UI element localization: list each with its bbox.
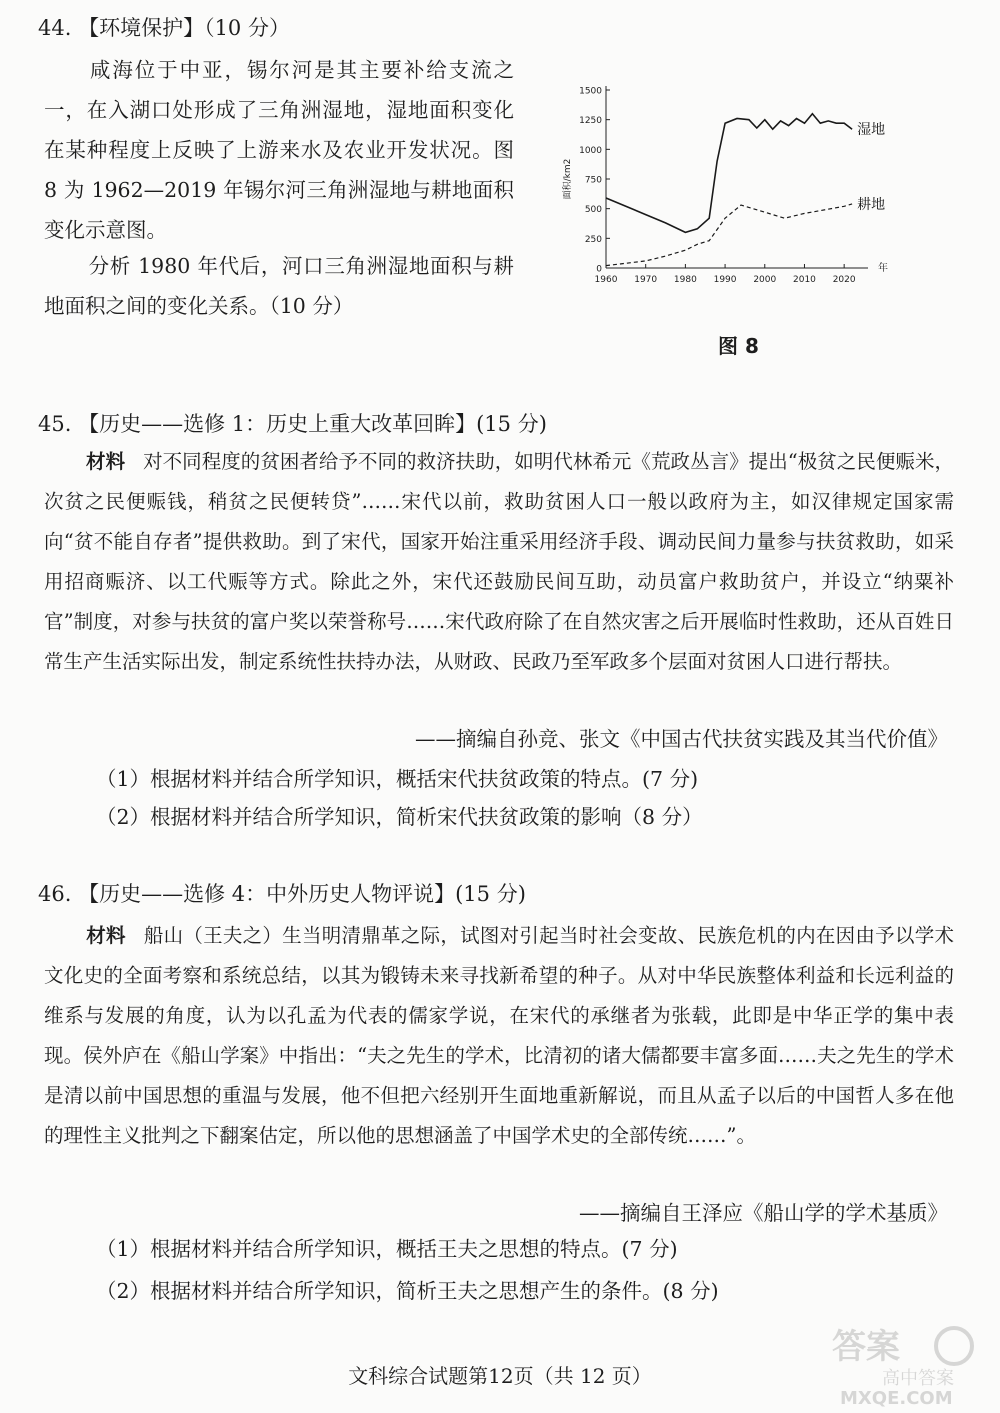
svg-text:答案: 答案	[832, 1327, 900, 1367]
x-tick-label: 2000	[753, 275, 777, 285]
x-tick-label: 1980	[673, 275, 697, 285]
q45-subquestion-2: （2）根据材料并结合所学知识，简析宋代扶贫政策的影响（8 分）	[96, 805, 703, 829]
x-tick-label: 1970	[634, 275, 658, 285]
q46-subquestion-2: （2）根据材料并结合所学知识，简析王夫之思想产生的条件。(8 分)	[96, 1279, 719, 1303]
y-tick-label: 1000	[579, 145, 602, 156]
q46-material	[44, 916, 954, 1156]
page-footer: 文科综合试题第12页（共 12 页）	[348, 1364, 652, 1388]
q44-paragraph-1	[44, 50, 514, 250]
q45-material-label: 材料	[86, 450, 126, 473]
q44-paragraph-2	[44, 246, 514, 326]
series-label: 湿地	[857, 122, 886, 139]
y-tick-label: 500	[584, 205, 602, 216]
q46-subquestion-1: （1）根据材料并结合所学知识，概括王夫之思想的特点。(7 分)	[96, 1237, 678, 1261]
q44-heading: 44. 【环境保护】（10 分）	[38, 16, 290, 40]
q45-material-text: 对不同程度的贫困者给予不同的救济扶助，如明代林希元《荒政丛言》提出“极贫之民便赈米，次贫之民便赈钱，稍贫之民便转贷”……宋代以前，救助贫困人口一般以政府为主，如汉律规定国家需向“贫不能自存者”提供救助。到了宋代，国家开始注重采用经济手段、调动民间力量参与扶贫救助，如采用招商赈济、以工代赈等方式。除此之外，宋代还鼓励民间互助，动员富户救助贫户，并设立“纳粟补官”制度，对参与扶贫的富户奖以荣誉称号……宋代政府除了在自然灾害之后开展临时性救助，还从百姓日常生产生活实际出发，制定系统性扶持办法，从财政、民政乃至军政多个层面对贫困人口进行帮扶。	[44, 450, 954, 673]
svg-text:高中答案: 高中答案	[882, 1368, 954, 1389]
q45-material	[44, 442, 954, 682]
x-tick-label: 2020	[832, 275, 856, 285]
q44-paragraph-1-text: 咸海位于中亚，锡尔河是其主要补给支流之一，在入湖口处形成了三角洲湿地，湿地面积变化在某种程度上反映了上游来水及农业开发状况。图 8 为 1962—2019 年锡尔河三角洲湿地与耕地面积变化示意图。	[44, 58, 514, 242]
y-tick-label: 250	[584, 234, 602, 245]
q46-material-text: 船山（王夫之）生当明清鼎革之际，试图对引起当时社会变故、民族危机的内在因由予以学术文化史的全面考察和系统总结，以其为锻铸未来寻找新希望的种子。从对中华民族整体利益和长远利益的维系与发展的角度，认为以孔孟为代表的儒家学说，在宋代的承继者为张载，此即是中华正学的集中表现。侯外庐在《船山学案》中指出：“夫之先生的学术，比清初的诸大儒都要丰富多面……夫之先生的学术是清以前中国思想的重温与发展，他不但把六经别开生面地重新解说，而且从孟子以后的中国哲人多在他的理性主义批判之下翻案估定，所以他的思想涵盖了中国学术史的全部传统……”。	[44, 924, 954, 1147]
q46-heading: 46. 【历史——选修 4：中外历史人物评说】(15 分)	[38, 882, 526, 906]
figure-caption: 图 8	[718, 334, 759, 358]
q45-subquestion-1: （1）根据材料并结合所学知识，概括宋代扶贫政策的特点。(7 分)	[96, 767, 699, 791]
y-tick-label: 1250	[579, 116, 602, 127]
series-line-wetland	[606, 114, 852, 233]
q45-source: ——摘编自孙竞、张文《中国古代扶贫实践及其当代价值》	[415, 727, 948, 751]
y-tick-label: 750	[584, 175, 602, 186]
watermark-logo	[822, 1318, 982, 1408]
x-tick-label: 1960	[594, 275, 618, 285]
svg-text:MXQE.COM: MXQE.COM	[840, 1388, 953, 1408]
q46-source: ——摘编自王泽应《船山学的学术基质》	[579, 1201, 948, 1225]
series-label: 耕地	[857, 196, 886, 213]
y-tick-label: 1500	[579, 86, 602, 97]
q46-material-label: 材料	[86, 924, 126, 947]
x-axis-label: 年	[878, 263, 888, 274]
x-tick-label: 1990	[713, 275, 737, 285]
q44-paragraph-2-text: 分析 1980 年代后，河口三角洲湿地面积与耕地面积之间的变化关系。（10 分）	[44, 254, 514, 318]
x-tick-label: 2010	[793, 275, 816, 285]
y-axis-label: 面积/km2	[563, 158, 573, 200]
q45-heading: 45. 【历史——选修 1：历史上重大改革回眸】(15 分)	[38, 412, 547, 436]
figure-8-chart	[552, 78, 902, 298]
y-tick-label: 0	[596, 264, 602, 275]
